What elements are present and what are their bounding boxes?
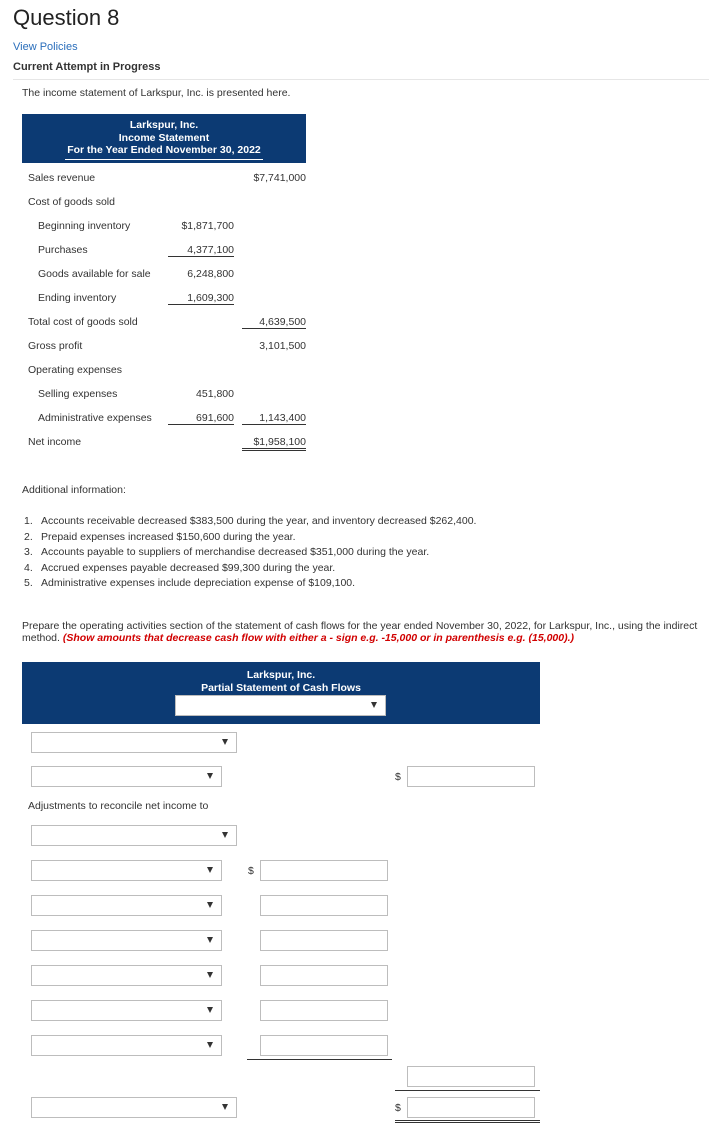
statement-period: For the Year Ended November 30, 2022 [65, 144, 263, 160]
statement-name: Income Statement [118, 131, 210, 144]
adjustment-5-amount-input[interactable] [260, 1000, 388, 1021]
list-item: 5. Administrative expenses include depreciation expense of $109,100. [24, 577, 356, 589]
additional-info-list [22, 514, 476, 592]
income-statement-header [22, 114, 306, 163]
chevron-down-icon [222, 832, 228, 838]
chevron-down-icon [207, 867, 213, 873]
intro-text: The income statement of Larkspur, Inc. is presented here. [22, 87, 291, 99]
row-cogs: Cost of goods sold [28, 196, 115, 208]
adjustment-4-select[interactable] [31, 965, 222, 986]
row-gross-profit: Gross profit 3,101,500 [28, 340, 306, 352]
adjustment-2-select[interactable] [31, 895, 222, 916]
adjustment-2-amount-input[interactable] [260, 895, 388, 916]
divider [13, 79, 709, 80]
subtotal-rule [247, 1059, 392, 1060]
chevron-down-icon [371, 702, 377, 708]
attempt-status: Current Attempt in Progress [13, 61, 161, 73]
chevron-down-icon [207, 773, 213, 779]
chevron-down-icon [222, 1104, 228, 1110]
net-cash-select[interactable] [31, 1097, 237, 1118]
adjustment-1-select[interactable] [31, 860, 222, 881]
chevron-down-icon [207, 1042, 213, 1048]
list-item: 1. Accounts receivable decreased $383,500 during the year, and inventory decreased $262,400. [24, 515, 477, 527]
row-purchases: Purchases 4,377,100 [38, 244, 234, 256]
adjustment-6-select[interactable] [31, 1035, 222, 1056]
double-rule [395, 1120, 540, 1123]
adjustment-3-amount-input[interactable] [260, 930, 388, 951]
list-item: 3. Accounts payable to suppliers of merchandise decreased $351,000 during the year. [24, 546, 430, 558]
adjustment-3-select[interactable] [31, 930, 222, 951]
list-item: 2. Prepaid expenses increased $150,600 during the year. [24, 530, 296, 543]
additional-info-heading: Additional information: [22, 484, 126, 496]
adjustment-5-select[interactable] [31, 1000, 222, 1021]
row-beginning-inventory: Beginning inventory $1,871,700 [38, 220, 234, 232]
row-operating-expenses: Operating expenses [28, 364, 122, 376]
instructions-text: Prepare the operating activities section of the statement of cash flows for the year ended November 30, 2022, for Larkspur, Inc., using the indirect method. [22, 620, 698, 644]
row-goods-available: Goods available for sale 6,248,800 [38, 268, 234, 280]
row-sales-revenue: Sales revenue $7,741,000 [28, 172, 306, 184]
chevron-down-icon [207, 937, 213, 943]
row-ending-inventory: Ending inventory 1,609,300 [38, 292, 234, 304]
adjustment-6-amount-input[interactable] [260, 1035, 388, 1056]
chevron-down-icon [207, 1007, 213, 1013]
row-net-income: Net income $1,958,100 [22, 436, 312, 452]
net-income-amount-input[interactable] [407, 766, 535, 787]
cf-period-select[interactable] [175, 695, 386, 716]
row-selling-expenses: Selling expenses 451,800 [38, 388, 234, 400]
cf-section-select[interactable] [31, 732, 237, 753]
dollar-sign: $ [395, 771, 401, 783]
total-rule [395, 1090, 540, 1091]
adjustment-1-amount-input[interactable] [260, 860, 388, 881]
instructions [22, 620, 708, 644]
chevron-down-icon [207, 902, 213, 908]
chevron-down-icon [222, 739, 228, 745]
view-policies-link[interactable]: View Policies [13, 41, 78, 53]
total-adjustments-input[interactable] [407, 1066, 535, 1087]
adjustments-label: Adjustments to reconcile net income to [28, 800, 209, 812]
instructions-note: (Show amounts that decrease cash flow with either a - sign e.g. -15,000 or in parenthesis e.g. (15,000).) [62, 632, 575, 644]
net-cash-amount-input[interactable] [407, 1097, 535, 1118]
row-total-cogs: Total cost of goods sold 4,639,500 [28, 316, 306, 328]
chevron-down-icon [207, 972, 213, 978]
company-name: Larkspur, Inc. [129, 119, 199, 131]
list-item: 4. Accrued expenses payable decreased $99,300 during the year. [24, 561, 336, 574]
question-title: Question 8 [13, 5, 120, 30]
cf-title: Partial Statement of Cash Flows [201, 681, 361, 694]
adjustment-4-amount-input[interactable] [260, 965, 388, 986]
row-administrative-expenses: Administrative expenses 691,600 1,143,400 [38, 412, 306, 424]
cf-company-name: Larkspur, Inc. [246, 669, 316, 681]
cf-net-income-select[interactable] [31, 766, 222, 787]
dollar-sign: $ [248, 865, 254, 877]
cf-adjustments-select[interactable] [31, 825, 237, 846]
dollar-sign: $ [395, 1102, 401, 1114]
